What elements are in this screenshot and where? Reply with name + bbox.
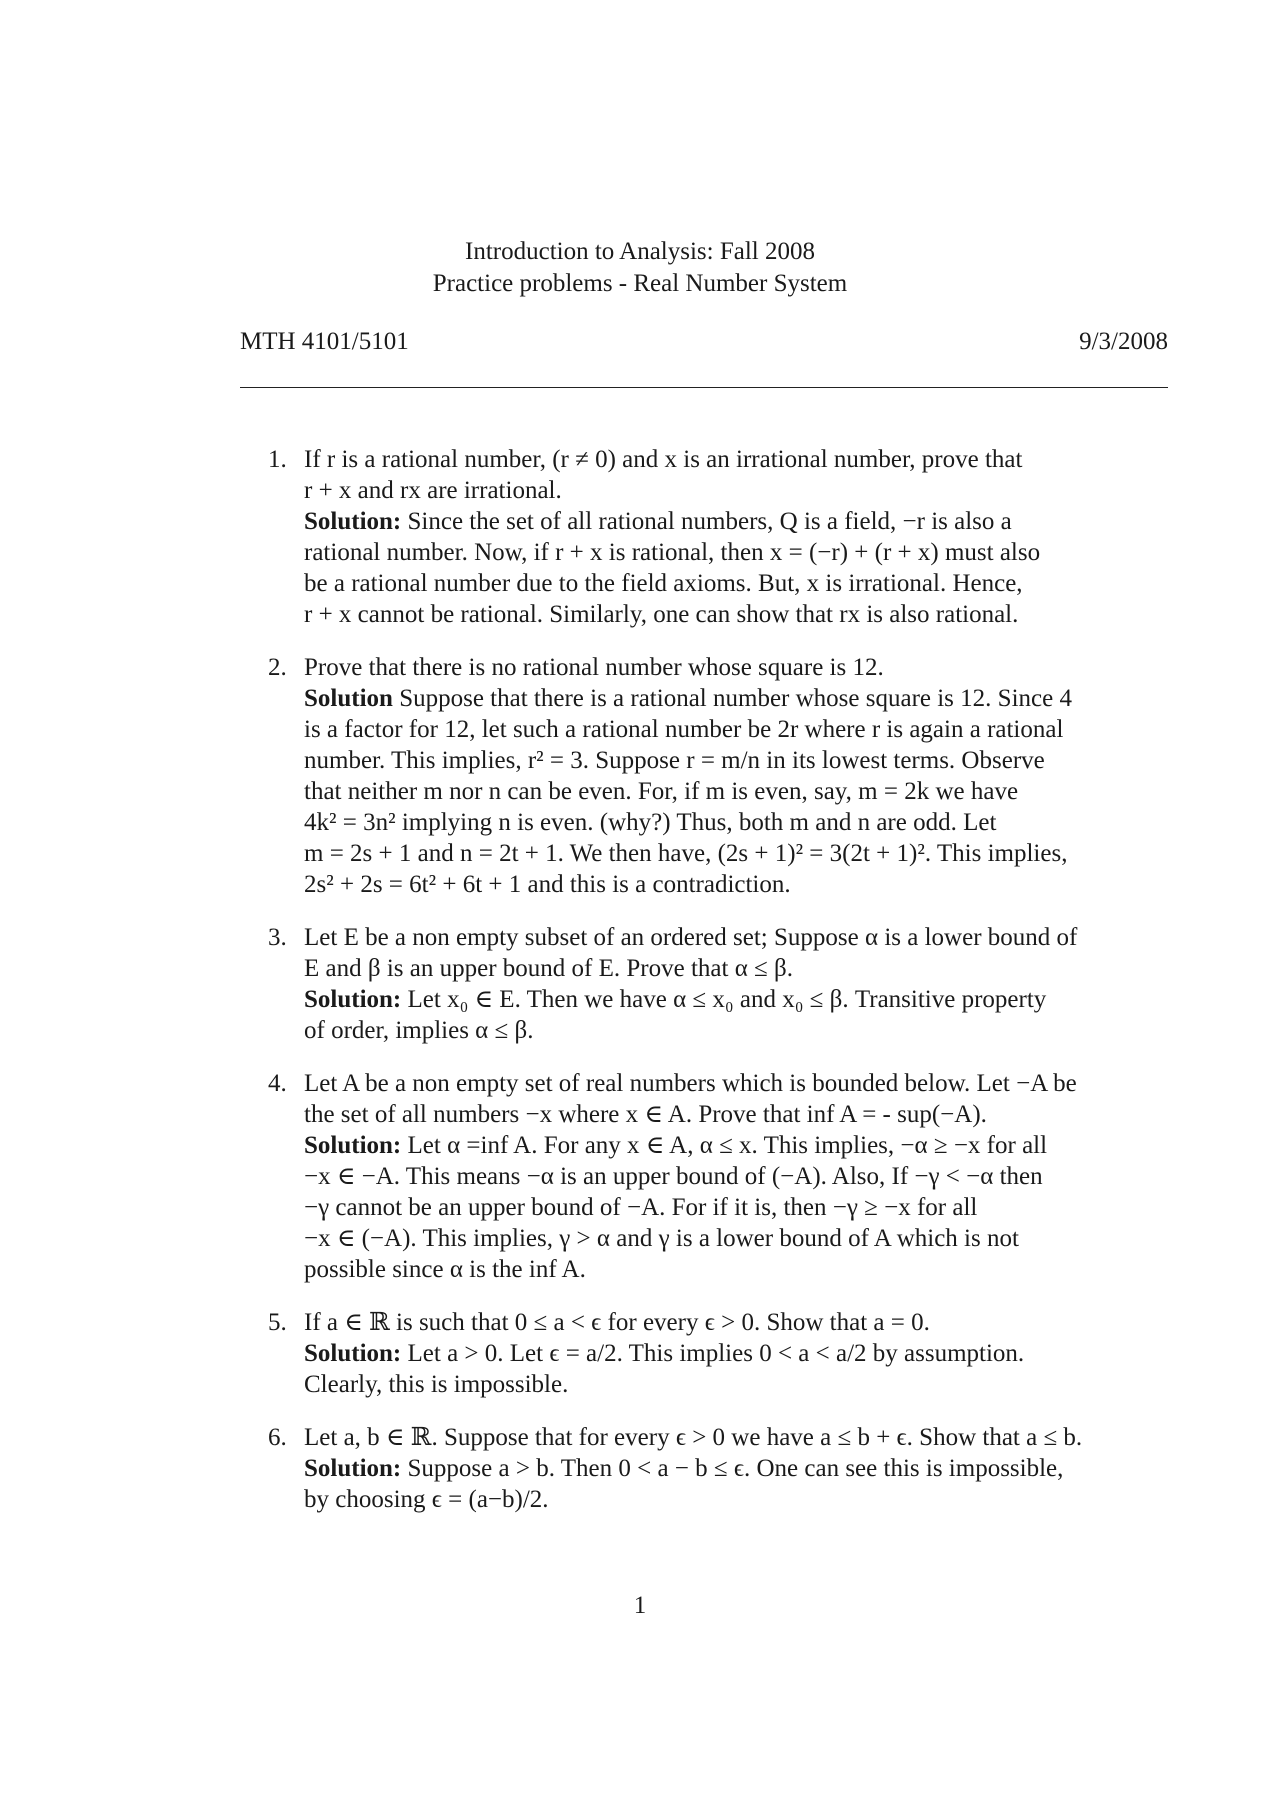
solution-text-line: of order, implies α ≤ β. (304, 1017, 534, 1044)
solution-text-line: number. This implies, r² = 3. Suppose r = m/n in its lowest terms. Observe (304, 747, 1045, 774)
solution-text: Let α =inf A. For any x ∈ A, α ≤ x. This implies, −α ≥ −x for all (401, 1132, 1048, 1159)
problem-text-line: Let A be a non empty set of real numbers which is bounded below. Let −A be (304, 1070, 1077, 1097)
problem-number: 5. (268, 1309, 287, 1336)
solution-line (304, 1130, 1168, 1161)
solution-line (304, 1453, 1168, 1484)
problem-5 (268, 1307, 1168, 1400)
solution-text-line: −x ∈ −A. This means −α is an upper bound of (−A). Also, If −γ < −α then (304, 1163, 1043, 1190)
document-title (0, 236, 1280, 300)
solution-text-line: r + x cannot be rational. Similarly, one can show that rx is also rational. (304, 601, 1019, 628)
problem-number: 1. (268, 446, 287, 473)
solution-text-line: 2s² + 2s = 6t² + 6t + 1 and this is a contradiction. (304, 871, 791, 898)
course-code: MTH 4101/5101 (240, 328, 409, 355)
problem-number: 2. (268, 654, 287, 681)
page-number: 1 (633, 1592, 647, 1619)
document-date: 9/3/2008 (1079, 328, 1168, 355)
solution-text: Suppose a > b. Then 0 < a − b ≤ ϵ. One can see this is impossible, (401, 1455, 1064, 1482)
solution-text-line: possible since α is the inf A. (304, 1256, 586, 1283)
solution-label: Solution: (304, 1455, 402, 1482)
solution-line (304, 984, 1168, 1015)
solution-text-line: Clearly, this is impossible. (304, 1371, 569, 1398)
solution-label: Solution: (304, 508, 402, 535)
solution-text-line: by choosing ϵ = (a−b)/2. (304, 1486, 549, 1513)
problem-text-line: Let E be a non empty subset of an ordered set; Suppose α is a lower bound of (304, 924, 1078, 951)
solution-label: Solution (304, 685, 393, 712)
problem-text-line: Let a, b ∈ ℝ. Suppose that for every ϵ > 0 we have a ≤ b + ϵ. Show that a ≤ b. (304, 1424, 1083, 1451)
solution-text-line: is a factor for 12, let such a rational number be 2r where r is again a rational (304, 716, 1064, 743)
problem-text-line: Prove that there is no rational number whose square is 12. (304, 654, 884, 681)
problem-text-line: If a ∈ ℝ is such that 0 ≤ a < ϵ for every ϵ > 0. Show that a = 0. (304, 1309, 930, 1336)
problem-number: 3. (268, 924, 287, 951)
solution-label: Solution: (304, 1132, 402, 1159)
problem-text-line: r + x and rx are irrational. (304, 477, 562, 504)
problem-list (268, 444, 1168, 1537)
problem-3 (268, 922, 1168, 1046)
problem-text-line: If r is a rational number, (r ≠ 0) and x is an irrational number, prove that (304, 446, 1023, 473)
problem-1 (268, 444, 1168, 630)
solution-text: Suppose that there is a rational number whose square is 12. Since 4 (392, 685, 1072, 712)
solution-text: Let a > 0. Let ϵ = a/2. This implies 0 < a < a/2 by assumption. (401, 1340, 1025, 1367)
problem-text-line: the set of all numbers −x where x ∈ A. Prove that inf A = - sup(−A). (304, 1101, 987, 1128)
problem-6 (268, 1422, 1168, 1515)
solution-label: Solution: (304, 1340, 402, 1367)
solution-text-line: −x ∈ (−A). This implies, γ > α and γ is a lower bound of A which is not (304, 1225, 1019, 1252)
solution-text-line: rational number. Now, if r + x is rational, then x = (−r) + (r + x) must also (304, 539, 1041, 566)
title-line-1: Introduction to Analysis: Fall 2008 (465, 238, 815, 265)
solution-line (304, 1338, 1168, 1369)
solution-line (304, 506, 1168, 537)
solution-text-line: be a rational number due to the field axioms. But, x is irrational. Hence, (304, 570, 1023, 597)
problem-text-line: E and β is an upper bound of E. Prove that α ≤ β. (304, 955, 793, 982)
solution-text-line: 4k² = 3n² implying n is even. (why?) Thus, both m and n are odd. Let (304, 809, 997, 836)
problem-2 (268, 652, 1168, 900)
title-line-2: Practice problems - Real Number System (432, 270, 848, 297)
solution-text-line: m = 2s + 1 and n = 2t + 1. We then have, (2s + 1)² = 3(2t + 1)². This implies, (304, 840, 1068, 867)
problem-number: 4. (268, 1070, 287, 1097)
solution-label: Solution: (304, 986, 402, 1013)
problem-4 (268, 1068, 1168, 1285)
solution-line (304, 683, 1168, 714)
header-divider (240, 387, 1168, 388)
problem-number: 6. (268, 1424, 287, 1451)
solution-text: Let x₀ ∈ E. Then we have α ≤ x₀ and x₀ ≤ β. Transitive property (401, 986, 1047, 1013)
solution-text-line: that neither m nor n can be even. For, if m is even, say, m = 2k we have (304, 778, 1019, 805)
solution-text: Since the set of all rational numbers, Q is a field, −r is also a (401, 508, 1012, 535)
solution-text-line: −γ cannot be an upper bound of −A. For if it is, then −γ ≥ −x for all (304, 1194, 978, 1221)
